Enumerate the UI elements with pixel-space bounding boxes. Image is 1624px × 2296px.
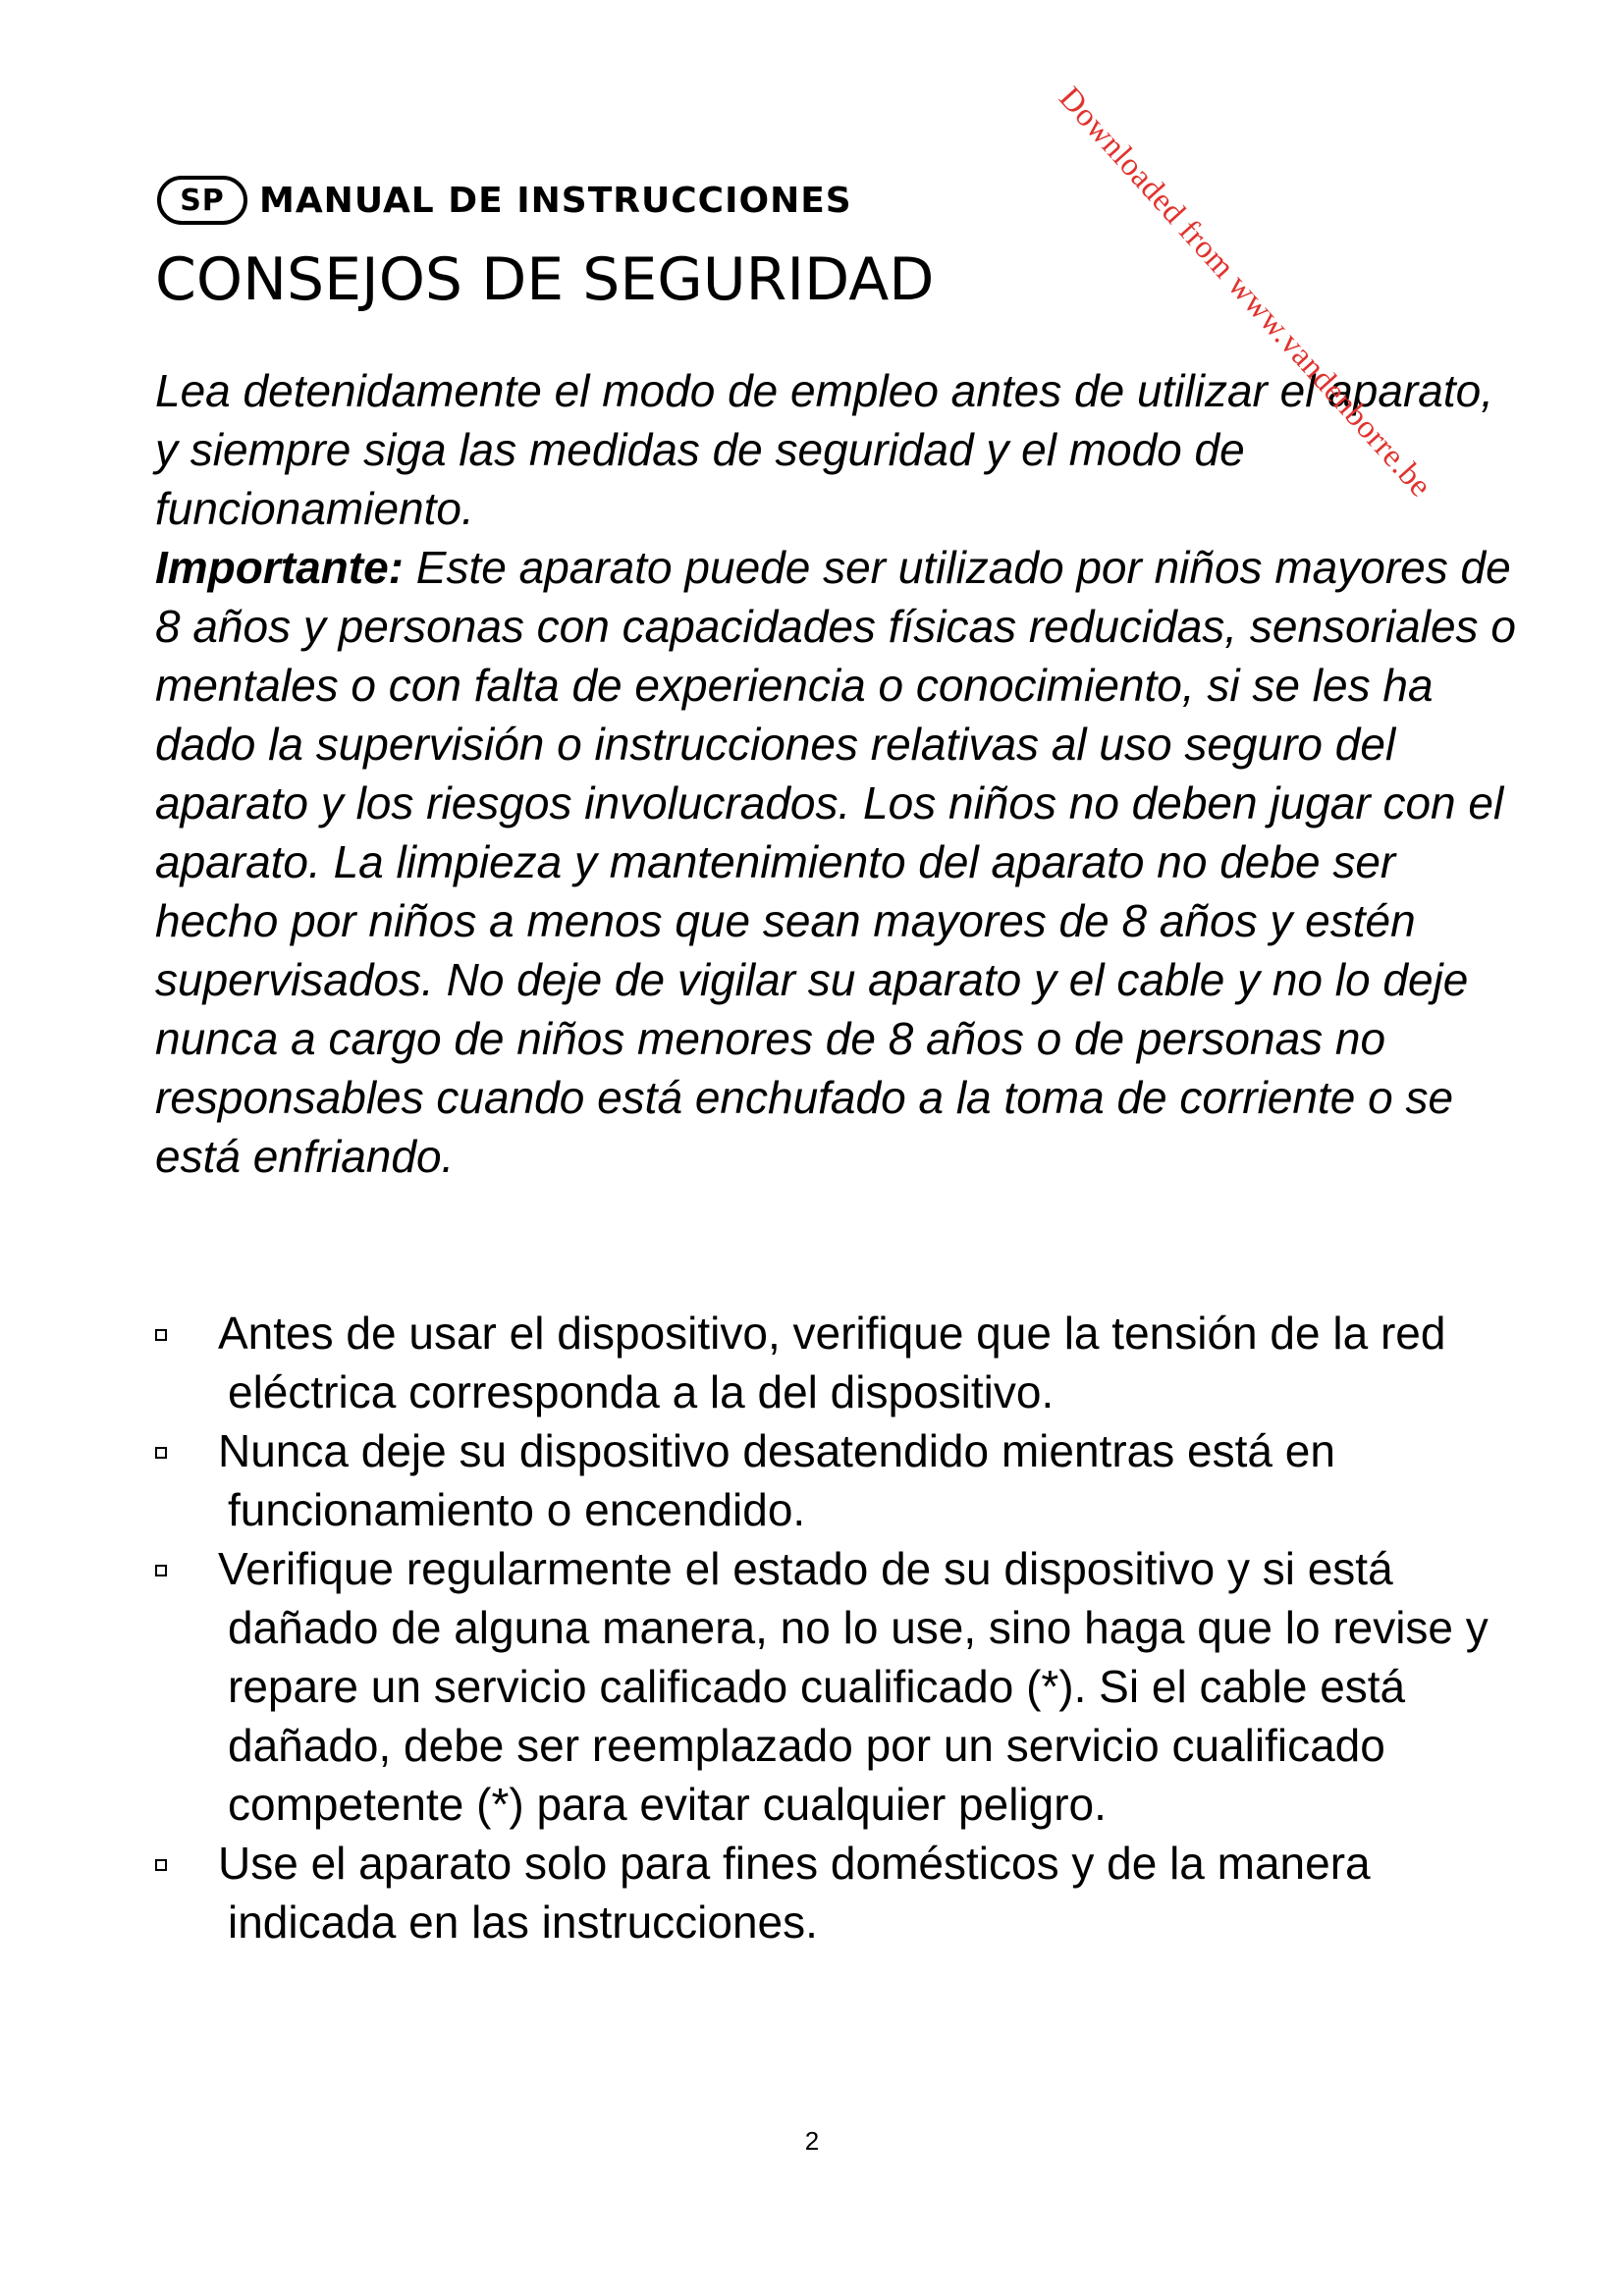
safety-bullet-list bbox=[155, 1304, 1520, 1951]
page-number: 2 bbox=[804, 2126, 820, 2156]
important-paragraph bbox=[155, 538, 1520, 1186]
checkbox-bullet-icon bbox=[155, 1329, 167, 1341]
download-watermark: Downloaded from www.vandenborre.be bbox=[1052, 80, 1438, 505]
intro-block bbox=[155, 361, 1520, 1186]
checkbox-bullet-icon bbox=[155, 1447, 167, 1459]
intro-paragraph: Lea detenidamente el modo de empleo antes de utilizar el aparato, y siempre siga las medidas de seguridad y el modo de funcionamiento. bbox=[155, 365, 1494, 534]
list-item bbox=[155, 1304, 1520, 1421]
bullet-text: Nunca deje su dispositivo desatendido mientras está en funcionamiento o encendido. bbox=[218, 1425, 1335, 1535]
manual-header bbox=[157, 175, 852, 226]
important-label: Importante: bbox=[155, 542, 404, 593]
section-title: CONSEJOS DE SEGURIDAD bbox=[155, 245, 935, 314]
list-item bbox=[155, 1421, 1520, 1539]
bullet-text: Use el aparato solo para fines domésticos y de la manera indicada en las instrucciones. bbox=[218, 1838, 1371, 1948]
bullet-text: Verifique regularmente el estado de su dispositivo y si está dañado de alguna manera, no lo use, sino haga que lo revise y repare un servicio calificado cualificado (*). Si el cable está dañado, debe ser reemplazado por un servicio cualificado competente (*) para evitar cualquier peligro. bbox=[218, 1543, 1489, 1830]
checkbox-bullet-icon bbox=[155, 1565, 167, 1576]
checkbox-bullet-icon bbox=[155, 1859, 167, 1871]
manual-title: MANUAL DE INSTRUCCIONES bbox=[259, 180, 852, 221]
list-item bbox=[155, 1539, 1520, 1834]
important-text: Este aparato puede ser utilizado por niños mayores de 8 años y personas con capacidades físicas reducidas, sensoriales o mentales o con falta de experiencia o conocimiento, si se les ha dado la supervisión o instrucciones relativas al uso seguro del aparato y los riesgos involucrados. Los niños no deben jugar con el aparato. La limpieza y mantenimiento del aparato no debe ser hecho por niños a menos que sean mayores de 8 años y estén supervisados. No deje de vigilar su aparato y el cable y no lo deje nunca a cargo de niños menores de 8 años o de personas no responsables cuando está enchufado a la toma de corriente o se está enfriando. bbox=[155, 542, 1516, 1182]
bullet-text: Antes de usar el dispositivo, verifique que la tensión de la red eléctrica corresponda a la del dispositivo. bbox=[218, 1308, 1446, 1417]
language-badge: SP bbox=[157, 176, 247, 225]
list-item bbox=[155, 1834, 1520, 1951]
